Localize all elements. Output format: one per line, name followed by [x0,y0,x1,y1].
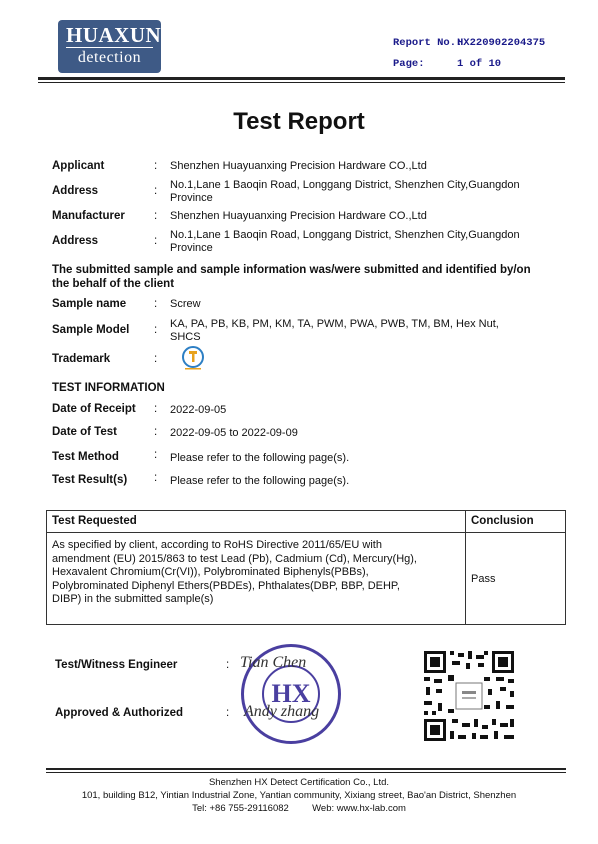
colon: : [226,659,230,671]
manufacturer-address-line2: Province [170,242,213,254]
engineer-signature: Tian Chen [240,654,307,671]
colon: : [154,298,158,310]
trademark-label: Trademark [52,353,111,365]
date-of-receipt-label: Date of Receipt [52,403,136,415]
colon: : [226,707,230,719]
date-of-receipt-value: 2022-09-05 [170,404,227,416]
engineer-label: Test/Witness Engineer [55,659,178,671]
page-value: 1 of 10 [457,58,502,70]
footer-web: Web: www.hx-lab.com [312,803,406,814]
header-rule-thin [38,82,565,83]
date-of-test-value: 2022-09-05 to 2022-09-09 [170,427,298,439]
conclusion-header: Conclusion [466,511,566,533]
description-line: DIBP) in the submitted sample(s) [52,593,214,606]
test-results-value: Please refer to the following page(s). [170,475,350,487]
description-line: Hexavalent Chromium(Cr(VI)), Polybrominated Biphenyls(PBBs), [52,566,369,579]
logo-text-bottom: detection [77,49,142,66]
address-line1: No.1,Lane 1 Baoqin Road, Longgang District, Shenzhen City,Guangdon [170,179,520,191]
colon: : [154,353,158,365]
colon: : [154,403,158,415]
huaxun-logo [58,20,161,73]
colon: : [154,210,158,222]
header-rule [38,77,565,80]
address-line2: Province [170,192,213,204]
description-line: Polybrominated Diphenyl Ethers(PBDEs), Phthalates(DBP, BBP, DEHP, [52,579,400,592]
applicant-value: Shenzhen Huayuanxing Precision Hardware CO.,Ltd [170,160,427,172]
colon: : [154,185,158,197]
qr-code-icon [422,649,516,743]
colon: : [154,472,158,484]
conclusion-value: Pass [466,533,566,625]
test-information-heading: TEST INFORMATION [52,382,165,394]
colon: : [154,235,158,247]
manufacturer-address-line1: No.1,Lane 1 Baoqin Road, Longgang District, Shenzhen City,Guangdon [170,229,520,241]
sample-model-label: Sample Model [52,324,130,336]
applicant-label: Applicant [52,160,105,172]
test-method-label: Test Method [52,451,119,463]
table-header-row [47,511,566,533]
test-requested-description [47,533,466,625]
table-row [47,533,566,625]
sample-name-label: Sample name [52,298,127,310]
sample-name-value: Screw [170,298,201,310]
submitted-note-line2: the behalf of the client [52,278,175,290]
footer-address: 101, building B12, Yintian Industrial Zone, Yantian community, Xixiang street, Bao'an District, Shenzhen [81,790,517,801]
logo-text-top: HUAXUN [66,23,162,47]
trademark-logo-icon [180,345,206,371]
test-requested-header: Test Requested [47,511,466,533]
footer-rule [46,768,566,770]
footer-company: Shenzhen HX Detect Certification Co., Ltd. [208,777,390,788]
sample-model-line1: KA, PA, PB, KB, PM, KM, TA, PWM, PWA, PWB, TM, BM, Hex Nut, [170,318,499,330]
date-of-test-label: Date of Test [52,426,117,438]
manufacturer-value: Shenzhen Huayuanxing Precision Hardware CO.,Ltd [170,210,427,222]
test-request-table [46,510,566,625]
footer-rule-thin [46,772,566,773]
test-results-label: Test Result(s) [52,474,128,486]
manufacturer-label: Manufacturer [52,210,125,222]
sample-model-line2: SHCS [170,331,201,343]
page-title: Test Report [233,108,365,135]
description-line: amendment (EU) 2015/863 to test Lead (Pb), Cadmium (Cd), Mercury(Hg), [52,552,417,565]
address-label: Address [52,185,99,197]
description-line: As specified by client, according to RoHS Directive 2011/65/EU with [52,539,382,551]
footer-contact [0,803,598,814]
colon: : [154,426,158,438]
colon: : [154,449,158,461]
page-label: Page: [393,58,425,70]
colon: : [154,160,158,172]
manufacturer-address-label: Address [52,235,99,247]
test-method-value: Please refer to the following page(s). [170,452,350,464]
approved-label: Approved & Authorized [55,707,183,719]
footer-tel: Tel: +86 755-29116082 [192,803,289,814]
submitted-note-line1: The submitted sample and sample information was/were submitted and identified by/on [52,264,531,276]
colon: : [154,324,158,336]
approved-signature: Andy zhang [244,703,320,720]
stamp-text: HX [262,665,320,723]
report-no-value: HX220902204375 [457,37,546,49]
report-no-label: Report No.: [393,37,463,49]
